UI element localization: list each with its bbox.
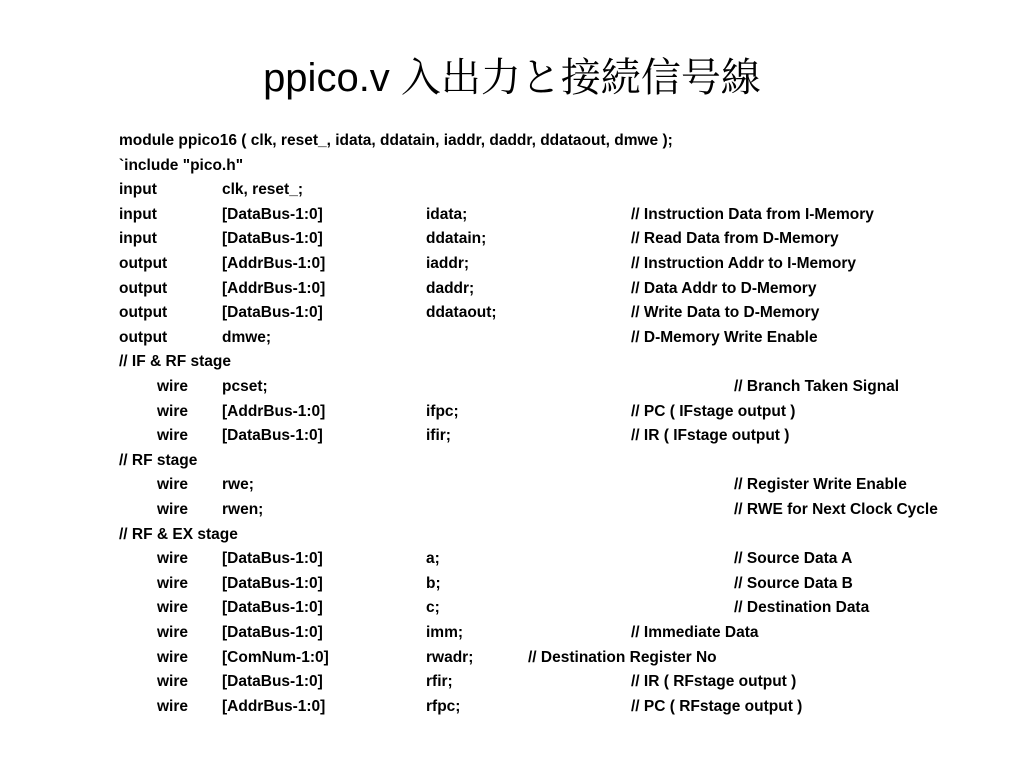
code-line: [0, 596, 1024, 621]
signal-keyword: wire: [157, 673, 189, 691]
code-line: [0, 449, 1024, 474]
code-line: [0, 400, 1024, 425]
signal-keyword: output: [119, 279, 168, 297]
code-line: [0, 203, 1024, 228]
signal-width: pcset;: [222, 378, 268, 395]
code-line: [0, 621, 1024, 646]
signal-comment: // PC ( RFstage output ): [631, 697, 803, 715]
signal-name: ifpc;: [426, 402, 459, 420]
signal-name: rfpc;: [426, 697, 461, 715]
signal-name: a;: [426, 550, 440, 568]
signal-keyword: wire: [157, 501, 189, 518]
signal-width: [DataBus-1:0]: [222, 624, 323, 641]
code-line: [0, 547, 1024, 572]
signal-comment: // Register Write Enable: [734, 476, 907, 494]
signal-width: rwe;: [222, 476, 254, 494]
code-line: [0, 326, 1024, 351]
signal-comment: // Immediate Data: [631, 624, 759, 641]
signal-comment: // Read Data from D-Memory: [631, 230, 839, 248]
signal-keyword: wire: [157, 476, 189, 494]
code-line: [0, 424, 1024, 449]
signal-comment: // PC ( IFstage output ): [631, 402, 796, 420]
signal-name: idata;: [426, 205, 468, 223]
code-line: [0, 154, 1024, 179]
signal-width: dmwe;: [222, 328, 272, 346]
signal-comment: // IR ( IFstage output ): [631, 427, 790, 445]
code-line: [0, 252, 1024, 277]
code-line: [0, 695, 1024, 720]
signal-keyword: output: [119, 328, 168, 346]
signal-keyword: output: [119, 255, 168, 272]
signal-keyword: wire: [157, 697, 189, 715]
signal-comment: // D-Memory Write Enable: [631, 328, 818, 346]
signal-name: b;: [426, 574, 441, 592]
signal-comment: // Branch Taken Signal: [734, 378, 900, 395]
signal-keyword: wire: [157, 574, 189, 592]
signal-width: [ComNum-1:0]: [222, 648, 329, 666]
signal-width: [AddrBus-1:0]: [222, 255, 326, 272]
signal-width: [DataBus-1:0]: [222, 574, 323, 592]
code-listing: [0, 129, 1024, 729]
code-line: [0, 301, 1024, 326]
code-line: [0, 375, 1024, 400]
signal-width: [DataBus-1:0]: [222, 673, 323, 691]
slide-title: ppico.v 入出力と接続信号線: [263, 56, 761, 100]
signal-keyword: input: [119, 181, 157, 199]
signal-keyword: wire: [157, 378, 189, 395]
code-line: [0, 350, 1024, 375]
code-line: [0, 227, 1024, 252]
signal-width: clk, reset_;: [222, 181, 303, 199]
module-declaration: module ppico16 ( clk, reset_, idata, ddatain, iaddr, daddr, ddataout, dmwe );: [119, 132, 673, 149]
signal-keyword: output: [119, 304, 168, 322]
signal-keyword: wire: [157, 402, 189, 420]
code-line: [0, 572, 1024, 597]
code-line: [0, 523, 1024, 548]
code-line: [0, 498, 1024, 523]
signal-name: ddataout;: [426, 304, 497, 322]
signal-width: [AddrBus-1:0]: [222, 402, 326, 420]
signal-comment: // Destination Register No: [528, 648, 717, 666]
signal-name: ifir;: [426, 427, 451, 445]
signal-comment: // RWE for Next Clock Cycle: [734, 501, 938, 518]
signal-width: [AddrBus-1:0]: [222, 697, 326, 715]
signal-comment: // Instruction Data from I-Memory: [631, 205, 874, 223]
signal-width: [DataBus-1:0]: [222, 205, 323, 223]
signal-keyword: wire: [157, 599, 189, 617]
signal-keyword: wire: [157, 550, 189, 568]
signal-keyword: input: [119, 205, 157, 223]
code-line: [0, 129, 1024, 154]
signal-keyword: input: [119, 230, 157, 248]
signal-name: daddr;: [426, 279, 475, 297]
section-comment: // RF & EX stage: [119, 525, 238, 543]
signal-width: [DataBus-1:0]: [222, 304, 323, 322]
signal-name: rfir;: [426, 673, 453, 691]
signal-width: rwen;: [222, 501, 264, 518]
signal-comment: // Write Data to D-Memory: [631, 304, 820, 322]
code-line: [0, 277, 1024, 302]
section-comment: // IF & RF stage: [119, 353, 231, 371]
signal-name: rwadr;: [426, 648, 474, 666]
include-directive: `include "pico.h": [119, 156, 244, 174]
signal-comment: // IR ( RFstage output ): [631, 673, 797, 691]
signal-name: iaddr;: [426, 255, 470, 272]
signal-keyword: wire: [157, 427, 189, 445]
signal-width: [AddrBus-1:0]: [222, 279, 326, 297]
signal-comment: // Source Data A: [734, 550, 853, 568]
signal-keyword: wire: [157, 648, 189, 666]
code-line: [0, 670, 1024, 695]
signal-keyword: wire: [157, 624, 189, 641]
signal-width: [DataBus-1:0]: [222, 427, 323, 445]
signal-width: [DataBus-1:0]: [222, 230, 323, 248]
signal-name: imm;: [426, 624, 464, 641]
code-line: [0, 646, 1024, 671]
section-comment: // RF stage: [119, 451, 198, 469]
code-line: [0, 473, 1024, 498]
signal-comment: // Source Data B: [734, 574, 853, 592]
signal-name: ddatain;: [426, 230, 487, 248]
signal-comment: // Data Addr to D-Memory: [631, 279, 817, 297]
signal-name: c;: [426, 599, 440, 617]
signal-width: [DataBus-1:0]: [222, 550, 323, 568]
signal-width: [DataBus-1:0]: [222, 599, 323, 617]
signal-comment: // Instruction Addr to I-Memory: [631, 255, 857, 272]
code-line: [0, 178, 1024, 203]
signal-comment: // Destination Data: [734, 599, 870, 617]
